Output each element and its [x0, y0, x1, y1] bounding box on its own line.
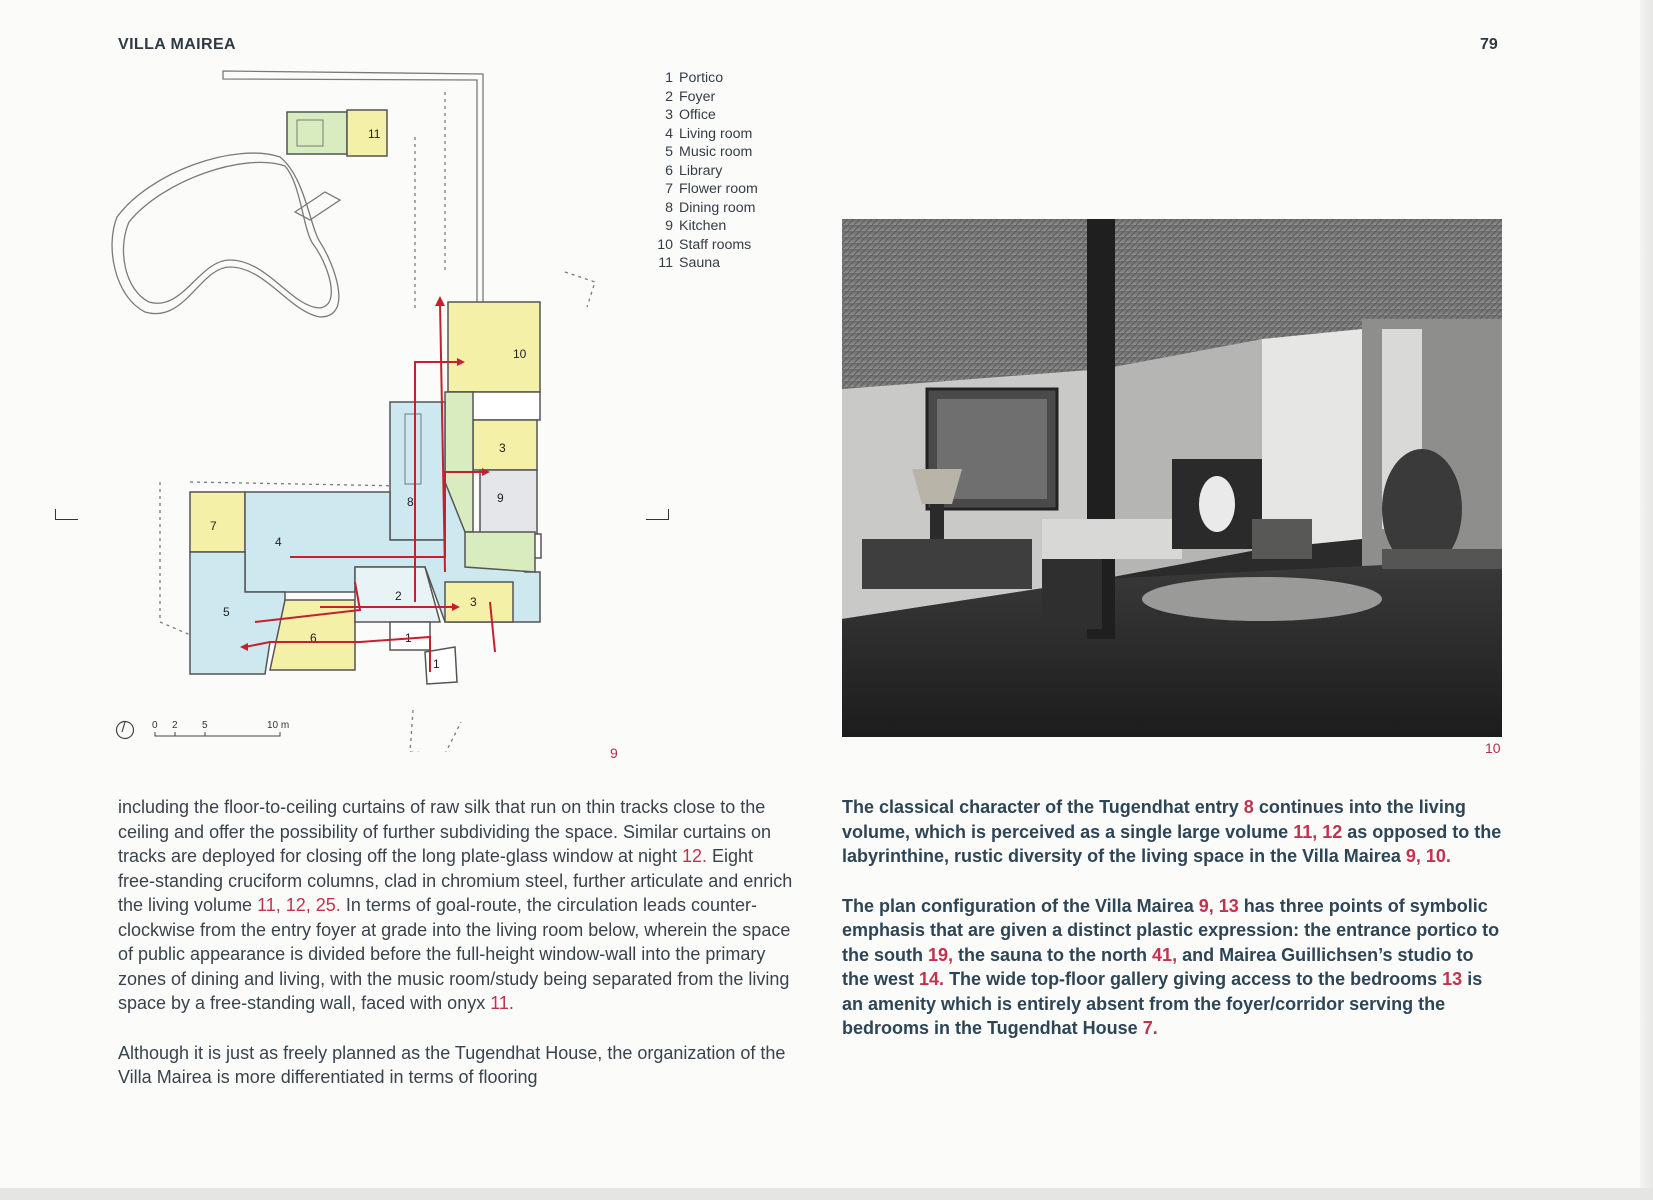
plan-room-number: 5	[223, 605, 230, 619]
body-text-right	[842, 795, 1502, 1066]
scale-tick: 2	[172, 720, 178, 731]
flower-room	[190, 492, 245, 552]
plan-room-number: 6	[310, 631, 317, 645]
floor-plan	[105, 62, 645, 752]
paragraph: Although it is just as freely planned as the Tugendhat House, the organization of the Villa Mairea is more differentiated in terms of flooring	[118, 1042, 786, 1087]
legend-item: 4 Living room	[665, 125, 753, 142]
running-title: VILLA MAIREA	[118, 36, 236, 53]
page-edge	[0, 1188, 1653, 1200]
sauna-building	[287, 110, 387, 156]
plan-room-number: 1	[433, 657, 440, 671]
figure-label-photo: 10	[1485, 740, 1501, 756]
plan-room-number: 10	[513, 347, 527, 361]
plan-room-number: 11	[368, 127, 381, 141]
legend-item: 8 Dining room	[665, 199, 756, 216]
legend-item: 11 Sauna	[658, 255, 721, 271]
legend-item: 1 Portico	[665, 70, 724, 86]
plan-room-number: 8	[407, 495, 414, 509]
legend-item: 7 Flower room	[665, 181, 758, 197]
office	[445, 582, 513, 622]
scale-tick: 5	[202, 720, 208, 731]
plan-room-number: 3	[470, 595, 477, 609]
body-text-left	[118, 795, 793, 1115]
scale-bar	[115, 718, 315, 742]
legend-item: 10 Staff rooms	[657, 236, 752, 253]
plan-legend	[655, 69, 758, 273]
page-gutter	[1640, 0, 1653, 1200]
plan-room-number: 1	[405, 631, 412, 645]
scale-tick: 10 m	[267, 720, 290, 731]
legend-item: 9 Kitchen	[665, 218, 727, 234]
pool-outline	[112, 153, 339, 317]
plan-room-number: 4	[275, 535, 282, 549]
interior-photo	[842, 219, 1502, 737]
legend-item: 2 Foyer	[665, 88, 716, 105]
legend-item: 6 Library	[665, 162, 723, 179]
paragraph: The classical character of the Tugendhat entry 8 continues into the living volume, which is perceived as a single large volume 11, 12 as opposed to the labyrinthine, rustic diversity of the living space in the Villa Mairea 9, 10.	[842, 797, 1502, 866]
page-number: 79	[1480, 36, 1498, 53]
plan-room-number: 7	[210, 519, 217, 533]
crop-mark	[55, 509, 78, 520]
scale-tick: 0	[152, 720, 158, 731]
dining-room	[390, 402, 445, 540]
plan-room-number: 2	[395, 589, 402, 603]
legend-item: 3 Office	[665, 107, 716, 123]
paragraph: The plan configuration of the Villa Mairea 9, 13 has three points of symbolic emphasis that are given a distinct plastic expression: the entrance portico to the south 19, the sauna to the north 41, and Mairea Guillichsen’s studio to the west 14. The wide top-floor gallery giving access to the bedrooms 13 is an amenity which is entirely absent from the foyer/corridor serving the bedrooms in the Tugendhat House 7.	[842, 895, 1500, 1038]
paragraph: including the floor-to-ceiling curtains of raw silk that run on thin tracks close to the ceiling and offer the possibility of further subdividing the space. Similar curtains on tracks are deployed for closing off the long plate-glass window at night 12. Eight free-standing cruciform columns, clad in chromium steel, further articulate and enrich the living volume 11, 12, 25. In terms of goal-route, the circulation leads counter-clockwise from the entry foyer at grade into the living room below, wherein the space of public appearance is divided before the full-height window-wall into the primary zones of dining and living, with the music room/study being separated from the living space by a free-standing wall, faced with onyx 11.	[118, 797, 793, 1013]
plan-room-number: 3	[499, 441, 506, 455]
plan-room-number: 9	[497, 491, 504, 505]
legend-item: 5 Music room	[665, 144, 753, 160]
figure-label-plan: 9	[610, 745, 618, 761]
crop-mark	[646, 509, 669, 520]
